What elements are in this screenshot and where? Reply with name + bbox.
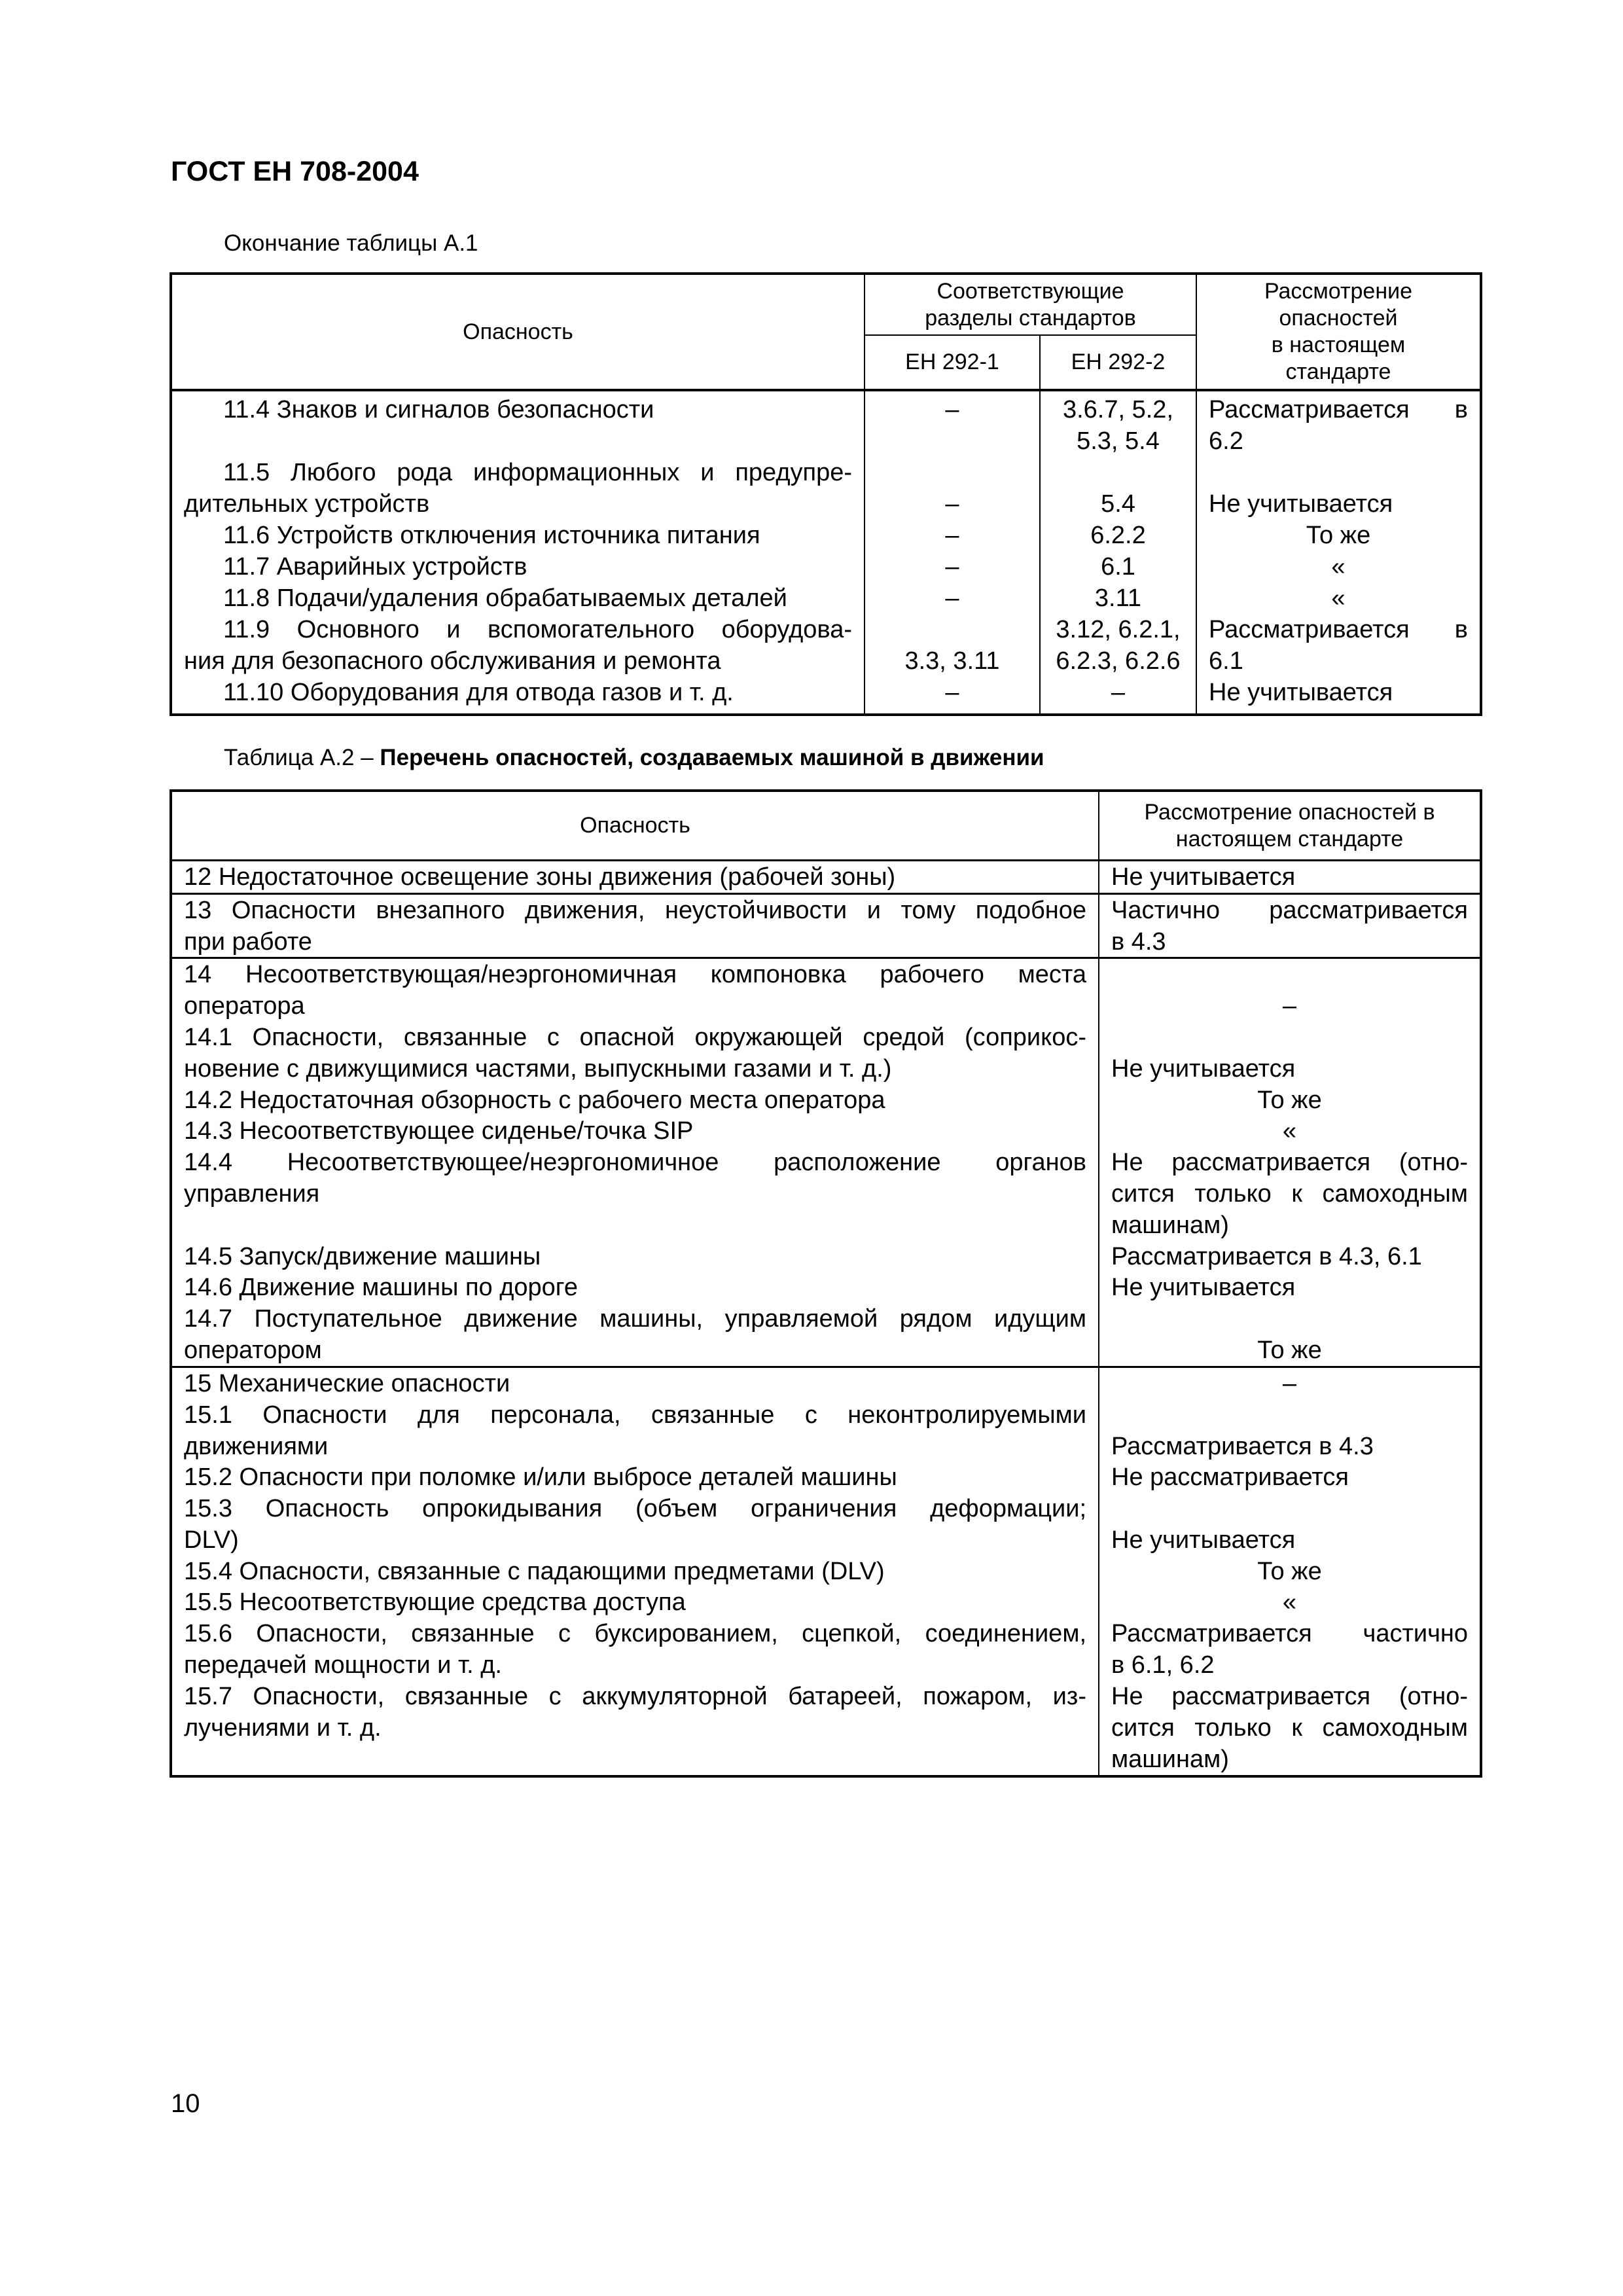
consideration-cell-line: Не рассматривается (отно- — [1111, 1682, 1468, 1710]
en-292-2-cell-line — [1052, 457, 1184, 488]
en-292-2-cell — [1041, 583, 1196, 614]
consideration-cell — [1099, 1462, 1480, 1493]
hazard-cell-line: 11.4 Знаков и сигналов безопасности — [223, 396, 654, 423]
hazard-cell-line: 14.7 Поступательное движение машины, управляемой рядом идущим — [184, 1305, 1086, 1333]
consideration-cell-line: сится только к самоходным — [1111, 1180, 1468, 1208]
header-consid-line: Рассмотрение опасностей в — [1144, 799, 1435, 825]
header-consideration — [1197, 275, 1480, 389]
en-292-2-cell-line: 3.12, 6.2.1, — [1056, 616, 1181, 643]
hazard-cell-line: 14.5 Запуск/движение машины — [184, 1242, 541, 1270]
table-row — [172, 457, 1480, 520]
hazard-cell — [172, 861, 1098, 893]
hazard-cell-line: 15.7 Опасности, связанные с аккумуляторной батареей, пожаром, из- — [184, 1682, 1086, 1710]
document-title: ГОСТ ЕН 708-2004 — [171, 156, 419, 187]
consideration-cell-line — [1111, 1303, 1468, 1335]
en-292-1-cell-line — [877, 457, 1027, 488]
hazard-cell-line — [184, 425, 852, 457]
table-row — [172, 1022, 1480, 1085]
hazard-cell — [172, 1368, 1098, 1399]
table-a2 — [169, 789, 1482, 1778]
hazard-cell-line: 15.5 Несоответствующие средства доступа — [184, 1588, 686, 1617]
table-row — [172, 1368, 1480, 1399]
consideration-cell — [1099, 1493, 1480, 1556]
hazard-cell-line: 14.2 Недостаточная обзорность с рабочего места оператора — [184, 1086, 885, 1114]
en-292-1-cell — [865, 551, 1039, 583]
hazard-cell — [172, 551, 864, 583]
consideration-cell — [1099, 1618, 1480, 1681]
hazard-cell-line — [184, 1744, 1086, 1775]
consideration-cell-line: Частично рассматривается — [1111, 896, 1468, 924]
header-consid-line: стандарте — [1285, 359, 1391, 384]
consideration-cell-line: « — [1331, 553, 1346, 581]
hazard-cell-line: 14.3 Несоответствующее сиденье/точка SIP — [184, 1117, 694, 1145]
consideration-cell-line: Не учитывается — [1209, 679, 1393, 706]
table-row — [172, 959, 1480, 1022]
en-292-1-cell — [865, 614, 1039, 677]
consideration-cell — [1099, 1556, 1480, 1587]
hazard-cell — [172, 1399, 1098, 1462]
consideration-cell-line: 6.2 — [1209, 427, 1243, 455]
en-292-1-cell — [865, 394, 1039, 457]
consideration-cell-line: в 6.1, 6.2 — [1111, 1651, 1215, 1679]
hazard-cell-line: оператора — [184, 992, 305, 1020]
hazard-cell-line: 11.8 Подачи/удаления обрабатываемых деталей — [223, 584, 787, 612]
table-row — [172, 861, 1480, 893]
table-a2-caption — [224, 745, 1044, 771]
table-row — [172, 1115, 1480, 1147]
consideration-cell — [1099, 959, 1480, 1022]
consideration-cell-line: Не учитывается — [1111, 863, 1296, 891]
consideration-cell-line: Не рассматривается (отно- — [1111, 1149, 1468, 1177]
header-consid-line: Рассмотрение — [1264, 279, 1413, 304]
consideration-cell — [1099, 1022, 1480, 1085]
en-292-2-cell — [1041, 394, 1196, 457]
hazard-cell — [172, 1115, 1098, 1147]
consideration-cell-line — [1111, 1399, 1468, 1431]
en-292-2-cell-line: 3.6.7, 5.2, — [1062, 396, 1173, 423]
en-292-1-cell-line: – — [945, 490, 959, 518]
header-consideration — [1099, 792, 1480, 859]
hazard-cell — [172, 1272, 1098, 1303]
table-row-group — [172, 1366, 1480, 1774]
consideration-cell — [1197, 677, 1480, 708]
consideration-cell — [1099, 1681, 1480, 1775]
en-292-2-cell — [1041, 520, 1196, 551]
caption-prefix: Таблица А.2 – — [224, 745, 380, 770]
hazard-cell-line — [184, 1210, 1086, 1241]
hazard-cell-line: 11.6 Устройств отключения источника питания — [223, 522, 760, 549]
table-row — [172, 1556, 1480, 1587]
consideration-cell-line: Рассматривается частично — [1111, 1620, 1468, 1648]
table-row — [172, 1147, 1480, 1240]
consideration-cell-line: – — [1282, 1369, 1297, 1397]
hazard-cell-line: оператором — [184, 1336, 322, 1365]
hazard-cell — [172, 895, 1098, 958]
consideration-cell-line: машинам) — [1111, 1211, 1229, 1240]
consideration-cell — [1099, 895, 1480, 958]
header-sections — [865, 275, 1196, 334]
consideration-cell — [1197, 614, 1480, 677]
en-292-1-cell — [865, 457, 1039, 520]
consideration-cell — [1099, 1147, 1480, 1241]
consideration-cell-line: Не учитывается — [1209, 490, 1393, 518]
header-hazard: Опасность — [580, 813, 690, 838]
header-consid-line: настоящем стандарте — [1175, 826, 1404, 852]
table-row-group — [172, 957, 1480, 1365]
hazard-cell-line: 14 Несоответствующая/неэргономичная компоновка рабочего места — [184, 961, 1086, 989]
en-292-2-cell-line: 5.3, 5.4 — [1077, 427, 1160, 455]
hazard-cell-line: 15.4 Опасности, связанные с падающими предметами (DLV) — [184, 1557, 885, 1585]
table-row — [172, 551, 1480, 583]
hazard-cell — [172, 394, 864, 457]
table-row — [172, 583, 1480, 614]
consideration-cell-line: Не учитывается — [1111, 1274, 1296, 1302]
en-292-2-cell — [1041, 614, 1196, 677]
table-row — [172, 1085, 1480, 1116]
table-row — [172, 1272, 1480, 1303]
consideration-cell-line: Не учитывается — [1111, 1054, 1296, 1083]
en-292-1-cell-line — [877, 614, 1027, 645]
header-hazard: Опасность — [463, 319, 573, 344]
header-en-292-1: ЕН 292-1 — [905, 350, 999, 374]
hazard-cell-line: 15.2 Опасности при поломке и/или выбросе деталей машины — [184, 1463, 897, 1492]
consideration-cell — [1099, 1368, 1480, 1399]
consideration-cell-line: То же — [1257, 1336, 1322, 1365]
hazard-cell — [172, 1022, 1098, 1085]
table-a1-caption: Окончание таблицы А.1 — [224, 230, 478, 256]
hazard-cell-line: 11.9 Основного и вспомогательного оборудова- — [223, 616, 852, 643]
hazard-cell-line: движениями — [184, 1432, 329, 1460]
table-row — [172, 1303, 1480, 1366]
table-row-group — [172, 893, 1480, 958]
consideration-cell-line: Не учитывается — [1111, 1526, 1296, 1554]
consideration-cell-line: Рассматривается в 4.3 — [1111, 1432, 1374, 1460]
consideration-cell-line: в 4.3 — [1111, 927, 1166, 956]
consideration-cell-line: сится только к самоходным — [1111, 1713, 1468, 1742]
en-292-1-cell-line: 3.3, 3.11 — [904, 647, 1000, 675]
consideration-cell-line: Рассматривается в — [1209, 396, 1468, 423]
en-292-2-cell-line: 6.2.3, 6.2.6 — [1056, 647, 1181, 675]
table-row — [172, 394, 1480, 457]
header-sections-line: разделы стандартов — [925, 305, 1136, 331]
hazard-cell-line: 12 Недостаточное освещение зоны движения (рабочей зоны) — [184, 863, 896, 891]
en-292-2-cell-line: 6.2.2 — [1090, 522, 1146, 549]
consideration-cell — [1099, 1399, 1480, 1462]
hazard-cell — [172, 1587, 1098, 1618]
table-row — [172, 1681, 1480, 1774]
consideration-cell — [1197, 583, 1480, 614]
consideration-cell-line — [1209, 457, 1468, 488]
hazard-cell-line: 11.5 Любого рода информационных и предупре- — [223, 459, 852, 486]
hazard-cell-line: дительных устройств — [184, 490, 430, 518]
hazard-cell-line: новение с движущимися частями, выпускными газами и т. д.) — [184, 1054, 892, 1083]
consideration-cell-line: машинам) — [1111, 1745, 1229, 1773]
hazard-cell-line: 15.3 Опасность опрокидывания (объем ограничения деформации; — [184, 1494, 1086, 1522]
hazard-cell-line: 15.1 Опасности для персонала, связанные с неконтролируемыми — [184, 1401, 1086, 1429]
en-292-2-cell-line: 5.4 — [1101, 490, 1135, 518]
consideration-cell — [1099, 1587, 1480, 1618]
table-row — [172, 1241, 1480, 1272]
caption-title: Перечень опасностей, создаваемых машиной в движении — [380, 745, 1044, 770]
hazard-cell-line: 14.6 Движение машины по дороге — [184, 1274, 578, 1302]
hazard-cell — [172, 1147, 1098, 1241]
consideration-cell-line: Не рассматривается — [1111, 1463, 1349, 1492]
consideration-cell-line: 6.1 — [1209, 647, 1243, 675]
en-292-1-cell-line: – — [945, 522, 959, 549]
hazard-cell — [172, 520, 864, 551]
consideration-cell — [1099, 1115, 1480, 1147]
hazard-cell-line: при работе — [184, 927, 312, 956]
hazard-cell-line: 14.4 Несоответствующее/неэргономичное расположение органов — [184, 1149, 1086, 1177]
table-row-group — [172, 861, 1480, 893]
hazard-cell — [172, 1303, 1098, 1366]
table-row — [172, 895, 1480, 958]
consideration-cell-line: « — [1282, 1117, 1297, 1145]
en-292-2-cell — [1041, 457, 1196, 520]
table-row — [172, 1618, 1480, 1681]
en-292-2-cell — [1041, 551, 1196, 583]
hazard-cell-line: 13 Опасности внезапного движения, неустойчивости и тому подобное — [184, 896, 1086, 924]
hazard-cell — [172, 1241, 1098, 1272]
en-292-2-cell-line: 6.1 — [1101, 553, 1135, 581]
consideration-cell — [1197, 520, 1480, 551]
hazard-cell — [172, 1618, 1098, 1681]
table-row — [172, 614, 1480, 677]
hazard-cell — [172, 1681, 1098, 1775]
consideration-cell-line: « — [1331, 584, 1346, 612]
hazard-cell-line: передачей мощности и т. д. — [184, 1651, 502, 1679]
header-en-292-2: ЕН 292-2 — [1071, 350, 1166, 374]
hazard-cell — [172, 583, 864, 614]
hazard-cell-line: управления — [184, 1180, 320, 1208]
consideration-cell-line: То же — [1306, 522, 1371, 549]
header-consid-line: в настоящем — [1271, 332, 1406, 357]
hazard-cell-line: 15.6 Опасности, связанные с буксированием, сцепкой, соединением, — [184, 1620, 1086, 1648]
table-row — [172, 1587, 1480, 1618]
consideration-cell-line: Рассматривается в — [1209, 616, 1468, 643]
hazard-cell — [172, 1493, 1098, 1556]
header-sections-line: Соответствующие — [936, 278, 1124, 304]
hazard-cell-line: 15 Механические опасности — [184, 1369, 510, 1397]
en-292-1-cell — [865, 583, 1039, 614]
hazard-cell — [172, 677, 864, 708]
en-292-2-cell-line: 3.11 — [1094, 584, 1142, 612]
hazard-cell — [172, 959, 1098, 1022]
hazard-cell-line: лучениями и т. д. — [184, 1713, 382, 1742]
hazard-cell — [172, 457, 864, 520]
page-number: 10 — [171, 2089, 200, 2118]
table-row — [172, 520, 1480, 551]
header-consid-line: опасностей — [1279, 306, 1398, 331]
hazard-cell-line: 14.1 Опасности, связанные с опасной окружающей средой (соприкос- — [184, 1023, 1086, 1051]
en-292-2-cell — [1041, 677, 1196, 708]
hazard-cell — [172, 1085, 1098, 1116]
table-row — [172, 677, 1480, 708]
consideration-cell-line: То же — [1257, 1557, 1322, 1585]
table-row — [172, 1493, 1480, 1556]
consideration-cell-line — [1111, 1493, 1468, 1524]
hazard-cell — [172, 1462, 1098, 1493]
hazard-cell — [172, 1556, 1098, 1587]
consideration-cell-line: То же — [1257, 1086, 1322, 1114]
consideration-cell — [1197, 457, 1480, 520]
consideration-cell — [1099, 1272, 1480, 1303]
consideration-cell-line: « — [1282, 1588, 1297, 1617]
consideration-cell — [1099, 861, 1480, 893]
table-row — [172, 1462, 1480, 1493]
consideration-cell — [1099, 1241, 1480, 1272]
consideration-cell-line — [1111, 959, 1468, 990]
en-292-1-cell-line: – — [945, 584, 959, 612]
consideration-cell — [1099, 1085, 1480, 1116]
table-row — [172, 1399, 1480, 1462]
en-292-1-cell-line: – — [945, 679, 959, 706]
en-292-1-cell — [865, 677, 1039, 708]
consideration-cell — [1197, 394, 1480, 457]
hazard-cell-line: DLV) — [184, 1526, 239, 1554]
consideration-cell — [1197, 551, 1480, 583]
table-a1 — [169, 272, 1482, 716]
en-292-1-cell-line — [877, 425, 1027, 457]
en-292-2-cell-line: – — [1111, 679, 1126, 706]
hazard-cell-line: 11.10 Оборудования для отвода газов и т. д. — [223, 679, 734, 706]
hazard-cell-line: 11.7 Аварийных устройств — [223, 553, 527, 581]
en-292-1-cell — [865, 520, 1039, 551]
en-292-1-cell-line: – — [945, 396, 959, 423]
consideration-cell-line: – — [1282, 992, 1297, 1020]
hazard-cell-line: ния для безопасного обслуживания и ремонта — [184, 647, 721, 675]
hazard-cell — [172, 614, 864, 677]
en-292-1-cell-line: – — [945, 553, 959, 581]
consideration-cell — [1099, 1303, 1480, 1366]
consideration-cell-line — [1111, 1022, 1468, 1053]
consideration-cell-line: Рассматривается в 4.3, 6.1 — [1111, 1242, 1422, 1270]
